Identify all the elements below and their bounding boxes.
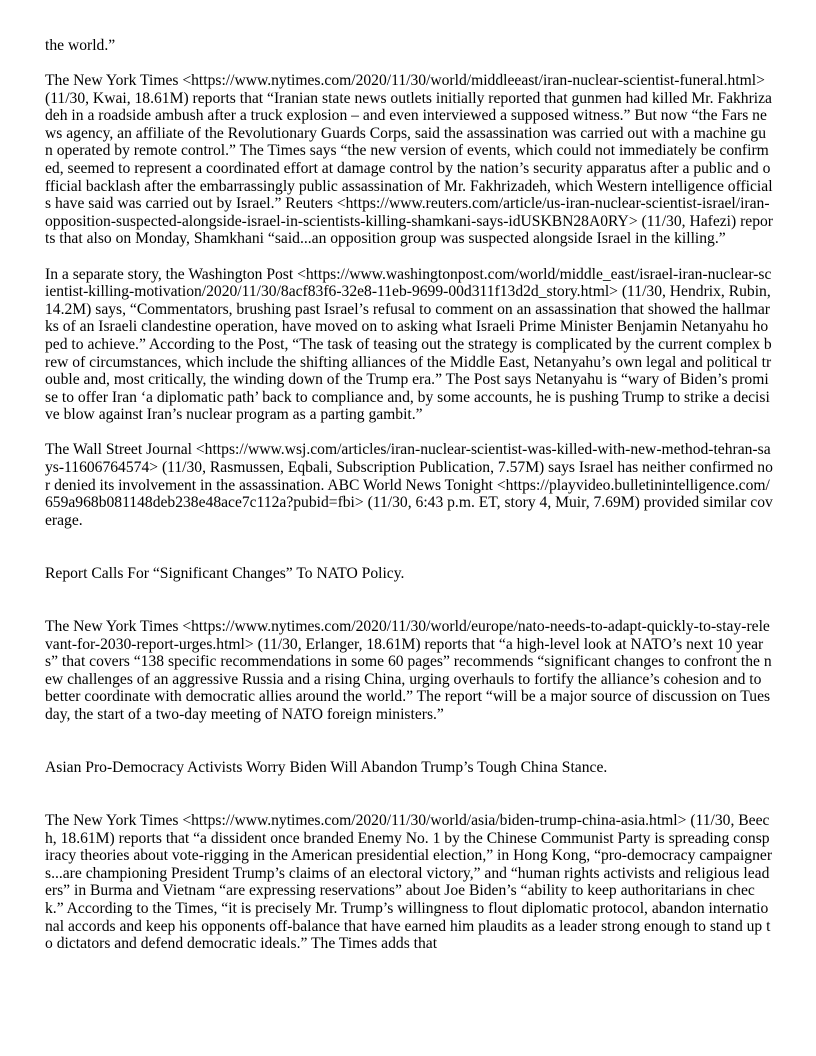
paragraph-nyt-nato: The New York Times <https://www.nytimes.com/2020/11/30/world/europe/nato-needs-to-adapt-quickly-to-stay-relevant-for-2030-report-urges.html> (11/30, Erlanger, 18.61M) reports that “a high-level look at NATO’s next 10 years” that covers “138 specific recommendations in some 60 pages” recommends “significant changes to confront the new challenges of an aggressive Russia and a rising China, urging overhauls to fortify the alliance’s cohesion and to better coordinate with democratic allies around the world.” The report “will be a major source of discussion on Tuesday, the start of a two-day meeting of NATO foreign ministers.” bbox=[45, 617, 772, 723]
paragraph-wsj-abc: The Wall Street Journal <https://www.wsj.com/articles/iran-nuclear-scientist-was-killed-with-new-method-tehran-says-11606764574> (11/30, Rasmussen, Eqbali, Subscription Publication, 7.57M) says Israel has neither confirmed nor denied its involvement in the assassination. ABC World News Tonight <https://playvideo.bulletinintelligence.com/659a968b081148deb238e48ace7c112a?pubid=fbi> (11/30, 6:43 p.m. ET, story 4, Muir, 7.69M) provided similar coverage. bbox=[45, 441, 773, 529]
paragraph-washington-post: In a separate story, the Washington Post <https://www.washingtonpost.com/world/middle_east/israel-iran-nuclear-scientist-killing-motivation/2020/11/30/8acf83f6-32e8-11eb-9699-00d311f13d2d_story.html> (11/30, Hendrix, Rubin, 14.2M) says, “Commentators, brushing past Israel’s refusal to comment on an assassination that showed the hallmarks of an Israeli clandestine operation, have moved on to asking what Israeli Prime Minister Benjamin Netanyahu hoped to achieve.” According to the Post, “The task of teasing out the strategy is complicated by the current complex brew of circumstances, which include the shifting alliances of the Middle East, Netanyahu’s own legal and political trouble and, most critically, the winding down of the Trump era.” The Post says Netanyahu is “wary of Biden’s promise to offer Iran ‘a diplomatic path’ back to compliance and, by some accounts, he is pushing Trump to strike a decisive blow against Iran’s nuclear program as a parting gambit.” bbox=[45, 265, 772, 424]
headline-asia-democracy: Asian Pro-Democracy Activists Worry Biden Will Abandon Trump’s Tough China Stance. bbox=[45, 759, 608, 776]
document-page bbox=[45, 37, 773, 953]
headline-nato-policy: Report Calls For “Significant Changes” To NATO Policy. bbox=[45, 564, 405, 582]
paragraph-continuation: the world.” bbox=[45, 37, 116, 54]
paragraph-nyt-asia: The New York Times <https://www.nytimes.com/2020/11/30/world/asia/biden-trump-china-asia.html> (11/30, Beech, 18.61M) reports that “a dissident once branded Enemy No. 1 by the Chinese Communist Party is spreading conspiracy theories about vote-rigging in the American presidential election,” in Hong Kong, “pro-democracy campaigners...are championing President Trump’s claims of an electoral victory,” and “human rights activists and religious leaders” in Burma and Vietnam “are expressing reservations” about Joe Biden’s “ability to keep authoritarians in check.” According to the Times, “it is precisely Mr. Trump’s willingness to flout diplomatic protocol, abandon international accords and keep his opponents off-balance that have earned him plaudits as a leader strong enough to stand up to dictators and defend democratic ideals.” The Times adds that bbox=[45, 812, 773, 953]
paragraph-nyt-iran-funeral: The New York Times <https://www.nytimes.com/2020/11/30/world/middleeast/iran-nuclear-scientist-funeral.html> (11/30, Kwai, 18.61M) reports that “Iranian state news outlets initially reported that gunmen had killed Mr. Fakhrizadeh in a roadside ambush after a truck explosion – and even interviewed a supposed witness.” But now “the Fars news agency, an affiliate of the Revolutionary Guards Corps, said the assassination was carried out with a machine gun operated by remote control.” The Times says “the new version of events, which could not immediately be confirmed, seemed to represent a coordinated effort at damage control by the nation’s security apparatus after a public and official backlash after the embarrassingly public assassination of Mr. Fakhrizadeh, which Western intelligence officials have said was carried out by Israel.” Reuters <https://www.reuters.com/article/us-iran-nuclear-scientist-israel/iran-opposition-suspected-alongside-israel-in-scientists-killing-shamkani-says-idUSKBN28A0RY> (11/30, Hafezi) reports that also on Monday, Shamkhani “said...an opposition group was suspected alongside Israel in the killing.” bbox=[45, 72, 773, 248]
